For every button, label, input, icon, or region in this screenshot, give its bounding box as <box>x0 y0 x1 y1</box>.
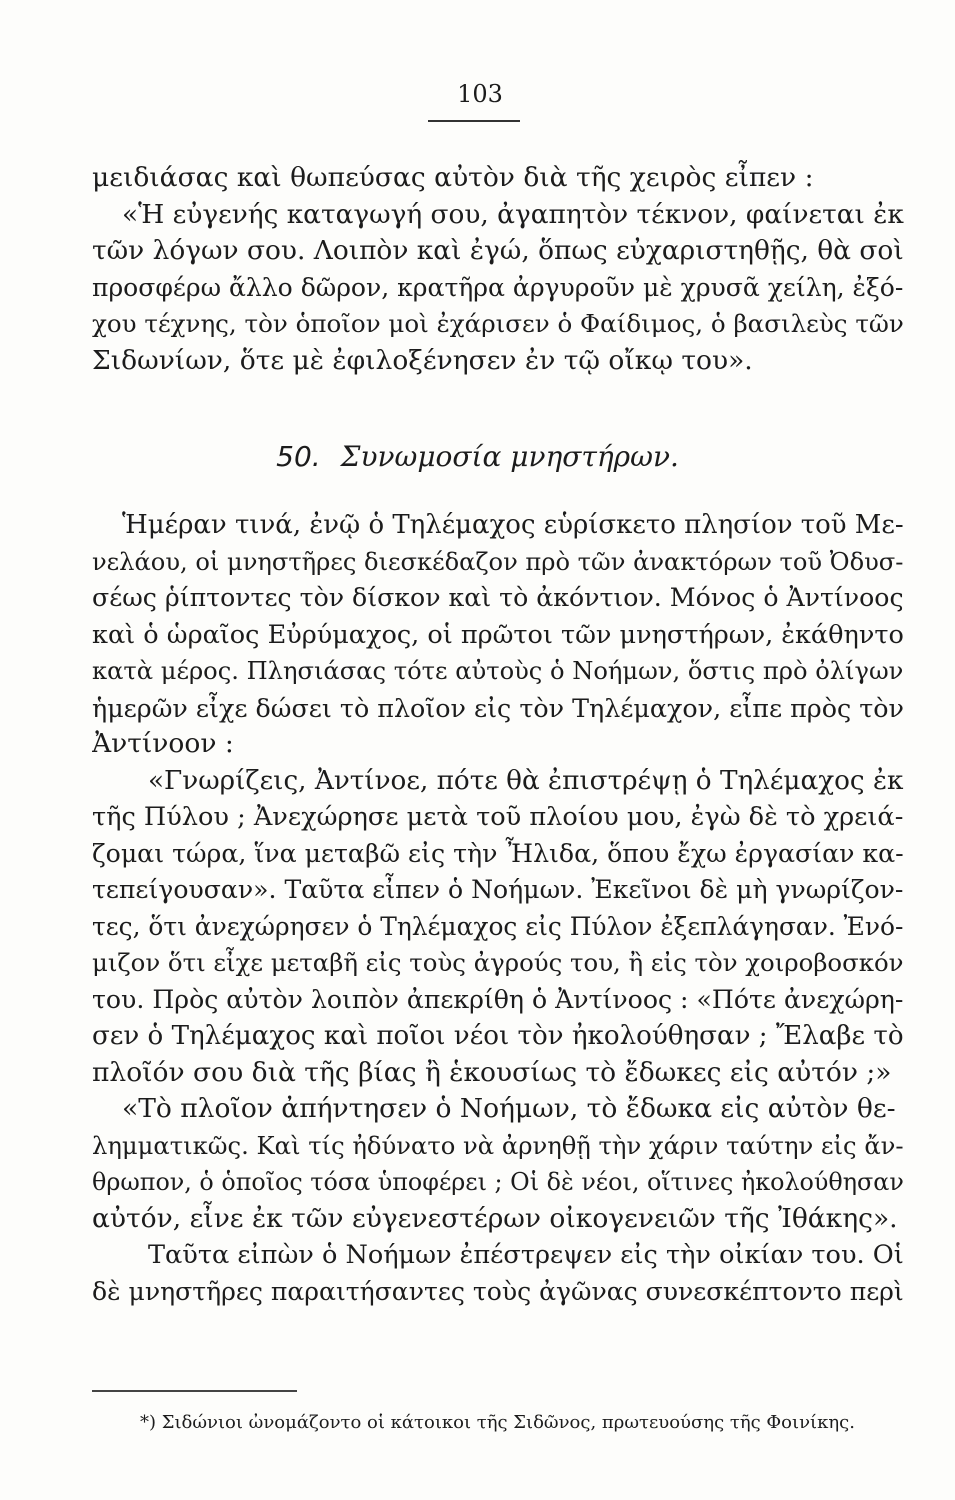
text-line: ζομαι τώρα, ἵνα μεταβῶ εἰς τὴν Ἦλιδα, ὅπου ἔχω ἐργασίαν κα- <box>92 838 904 868</box>
text-line: Ἀντίνοον : <box>92 728 234 759</box>
text-line: Σιδωνίων, ὅτε μὲ ἐφιλοξένησεν ἐν τῷ οἴκῳ του». <box>92 344 753 376</box>
text-line: δὲ μνηστῆρες παραιτήσαντες τοὺς ἀγῶνας συνεσκέπτοντο περὶ <box>92 1276 904 1306</box>
text-line: Ἡμέραν τινά, ἐνῷ ὁ Τηλέμαχος εὑρίσκετο πλησίον τοῦ Με- <box>122 510 904 540</box>
text-line: τεπείγουσαν». Ταῦτα εἶπεν ὁ Νοήμων. Ἐκεῖνοι δὲ μὴ γνωρίζον- <box>92 875 904 904</box>
text-line: «Ἡ εὐγενής καταγωγή σου, ἀγαπητὸν τέκνον, φαίνεται ἐκ <box>122 199 904 230</box>
paragraph-continuation <box>92 160 904 379</box>
text-line: «Γνωρίζεις, Ἀντίνοε, πότε θὰ ἐπιστρέψῃ ὁ Τηλέμαχος ἐκ <box>148 765 904 796</box>
text-line: μειδιάσας καὶ θωπεύσας αὐτὸν διὰ τῆς χειρὸς εἶπεν : <box>92 162 814 193</box>
text-line: Ταῦτα εἰπὼν ὁ Νοήμων ἐπέστρεψεν εἰς τὴν οἰκίαν του. Οἱ <box>148 1240 904 1270</box>
text-line: ἡμερῶν εἶχε δώσει τὸ πλοῖον εἰς τὸν Τηλέμαχον, εἶπε πρὸς τὸν <box>92 692 904 723</box>
text-line: μιζον ὅτι εἶχε μεταβῆ εἰς τοὺς ἀγρούς του, ἢ εἰς τὸν χοιροβοσκόν <box>92 948 904 977</box>
text-line: τῆς Πύλου ; Ἀνεχώρησε μετὰ τοῦ πλοίου μου, ἐγὼ δὲ τὸ χρειά- <box>92 802 904 832</box>
text-line: κατὰ μέρος. Πλησιάσας τότε αὐτοὺς ὁ Νοήμων, ὅστις πρὸ ὀλίγων <box>92 657 904 685</box>
text-line: πλοῖόν σου διὰ τῆς βίας ἢ ἑκουσίως τὸ ἔδωκες εἰς αὐτόν ;» <box>92 1056 892 1088</box>
page-number-rule <box>428 120 520 122</box>
text-line: νελάου, οἱ μνηστῆρες διεσκέδαζον πρὸ τῶν ἀνακτόρων τοῦ Ὀδυσ- <box>92 547 904 576</box>
text-line: προσφέρω ἄλλο δῶρον, κρατῆρα ἀργυροῦν μὲ χρυσᾶ χείλη, ἐξό- <box>92 272 904 302</box>
text-line: τες, ὅτι ἀνεχώρησεν ὁ Τηλέμαχος εἰς Πύλον ἐξεπλάγησαν. Ἐνό- <box>92 911 904 941</box>
section-body <box>92 507 904 1310</box>
footnote: *) Σιδώνιοι ὠνομάζοντο οἱ κάτοικοι τῆς Σιδῶνος, πρωτευούσης τῆς Φοινίκης. <box>140 1412 855 1433</box>
text-line: λημματικῶς. Καὶ τίς ἠδύνατο νὰ ἀρνηθῇ τὴν χάριν ταύτην εἰς ἄν- <box>92 1130 904 1160</box>
page-number: 103 <box>457 80 503 108</box>
text-line: σέως ῥίπτοντες τὸν δίσκον καὶ τὸ ἀκόντιον. Μόνος ὁ Ἀντίνοος <box>92 583 904 612</box>
text-line: σεν ὁ Τηλέμαχος καὶ ποῖοι νέοι τὸν ἠκολούθησαν ; Ἔλαβε τὸ <box>92 1021 904 1051</box>
section-title: Συνωμοσία μνηστήρων. <box>340 440 679 473</box>
footnote-rule <box>92 1390 297 1392</box>
text-line: τῶν λόγων σου. Λοιπὸν καὶ ἐγώ, ὅπως εὐχαριστηθῇς, θὰ σοὶ <box>92 235 904 266</box>
section-heading <box>0 440 955 473</box>
text-line: «Τὸ πλοῖον ἀπήντησεν ὁ Νοήμων, τὸ ἔδωκα εἰς αὐτὸν θε- <box>122 1093 896 1124</box>
section-number: 50. <box>276 440 321 473</box>
text-line: καὶ ὁ ὡραῖος Εὐρύμαχος, οἱ πρῶτοι τῶν μνηστήρων, ἐκάθηντο <box>92 619 904 650</box>
text-line: αὐτόν, εἶνε ἐκ τῶν εὐγενεστέρων οἰκογενειῶν τῆς Ἰθάκης». <box>92 1202 898 1234</box>
text-line: θρωπον, ὁ ὁποῖος τόσα ὑποφέρει ; Οἱ δὲ νέοι, οἵτινες ἠκολούθησαν <box>92 1168 904 1196</box>
text-line: του. Πρὸς αὐτὸν λοιπὸν ἀπεκρίθη ὁ Ἀντίνοος : «Πότε ἀνεχώρη- <box>92 984 904 1014</box>
text-line: χου τέχνης, τὸν ὁποῖον μοὶ ἐχάρισεν ὁ Φαίδιμος, ὁ βασιλεὺς τῶν <box>92 309 904 338</box>
